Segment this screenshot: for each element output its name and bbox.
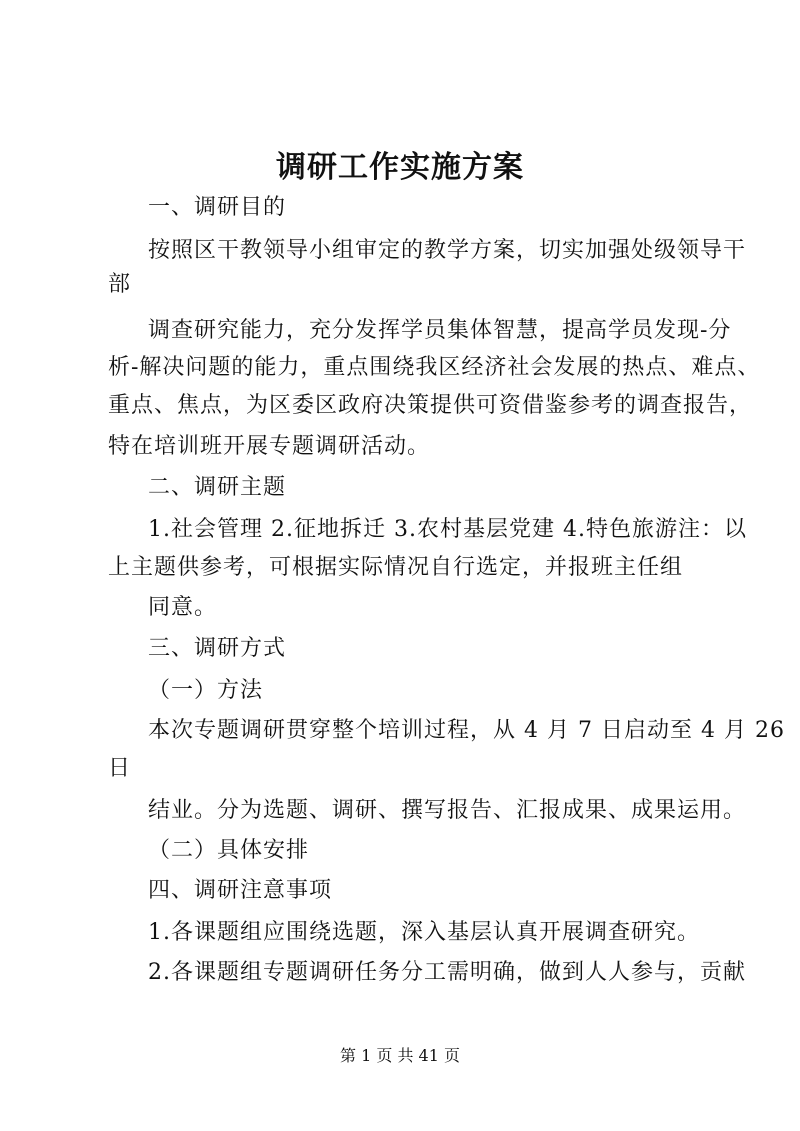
body-line: 析-解决问题的能力，重点围绕我区经济社会发展的热点、难点、 (108, 355, 761, 380)
sub-heading: （一）方法 (148, 678, 264, 703)
sub-heading: （二）具体安排 (148, 838, 310, 863)
body-line: 上主题供参考，可根据实际情况自行选定，并报班主任组 (108, 555, 684, 580)
body-line: 2.各课题组专题调研任务分工需明确，做到人人参与，贡献 (148, 960, 746, 985)
document-title: 调研工作实施方案 (276, 150, 524, 185)
section-heading-3: 三、调研方式 (148, 636, 287, 661)
section-heading-2: 二、调研主题 (148, 475, 287, 500)
body-line: 日 (108, 756, 132, 781)
body-line: 同意。 (148, 595, 218, 620)
body-line: 1.各课题组应围绕选题，深入基层认真开展调查研究。 (148, 920, 700, 945)
body-line: 按照区干教领导小组审定的教学方案，切实加强处级领导干 (148, 238, 747, 263)
section-heading-4: 四、调研注意事项 (148, 878, 333, 903)
page-number-footer: 第 1 页 共 41 页 (340, 1046, 460, 1065)
body-line: 调查研究能力，充分发挥学员集体智慧，提高学员发现-分 (148, 318, 732, 343)
body-line: 部 (108, 272, 132, 297)
body-line: 本次专题调研贯穿整个培训过程，从 4 月 7 日启动至 4 月 26 (148, 718, 785, 743)
body-line: 重点、焦点，为区委区政府决策提供可资借鉴参考的调查报告， (108, 393, 753, 418)
section-heading-1: 一、调研目的 (148, 195, 287, 220)
body-line: 结业。分为选题、调研、撰写报告、汇报成果、成果运用。 (148, 798, 747, 823)
body-line: 特在培训班开展专题调研活动。 (108, 434, 431, 459)
body-line: 1.社会管理 2.征地拆迁 3.农村基层党建 4.特色旅游注：以 (148, 517, 747, 542)
